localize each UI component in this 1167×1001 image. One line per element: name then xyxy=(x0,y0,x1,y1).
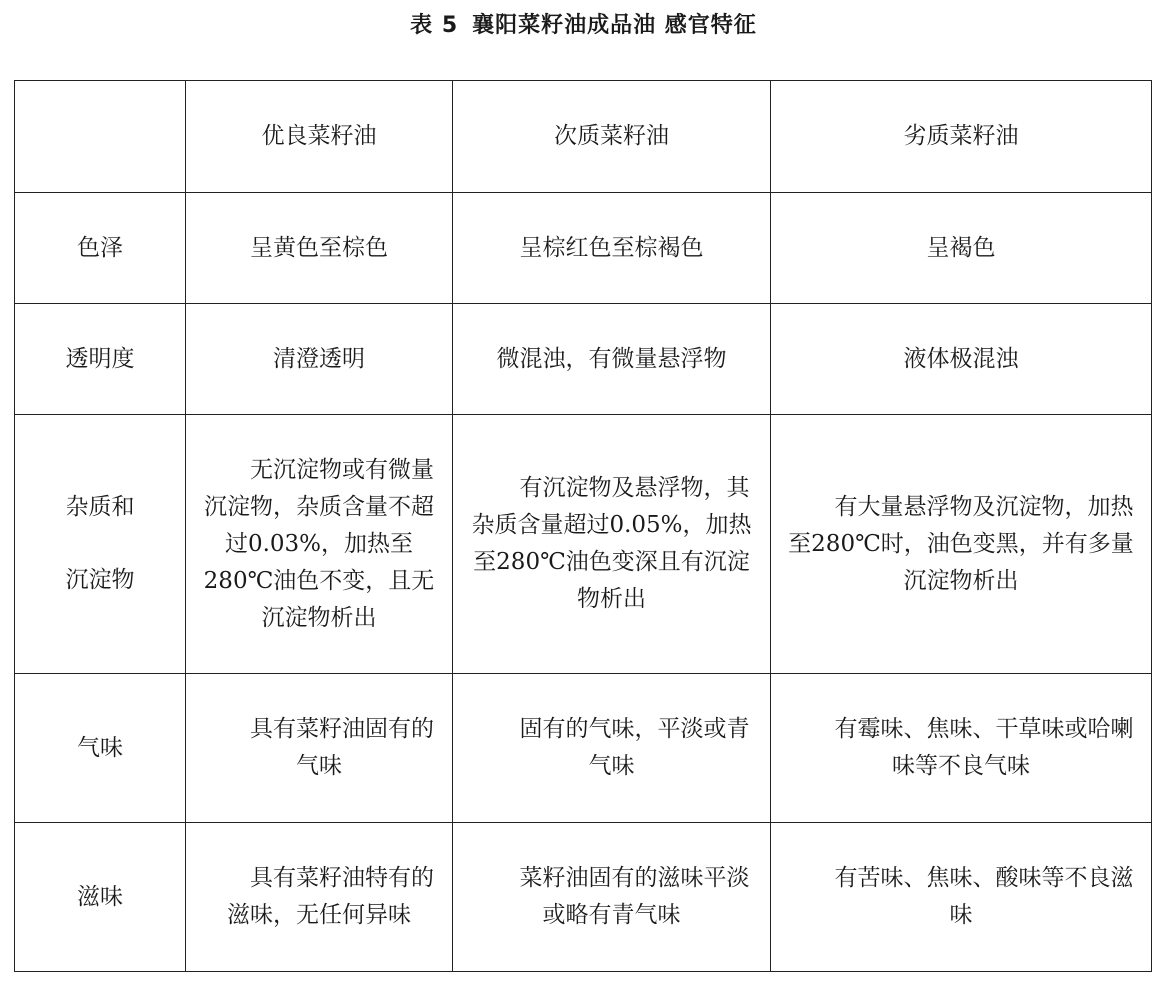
row-label-line: 透明度 xyxy=(65,345,135,372)
header-cell-good: 优良菜籽油 xyxy=(186,81,453,193)
cell-clarity-inferior: 微混浊，有微量悬浮物 xyxy=(453,304,771,415)
row-label-odor xyxy=(15,674,186,823)
header-row xyxy=(15,81,1152,193)
sensory-characteristics-table xyxy=(14,80,1152,972)
cell-impurity-good: 无沉淀物或有微量沉淀物，杂质含量不超过0.03%，加热至280℃油色不变，且无沉淀物析出 xyxy=(186,415,453,674)
table-row xyxy=(15,823,1152,972)
cell-color-inferior: 呈棕红色至棕褐色 xyxy=(453,193,771,304)
cell-impurity-inferior: 有沉淀物及悬浮物，其杂质含量超过0.05%，加热至280℃油色变深且有沉淀物析出 xyxy=(453,415,771,674)
row-label-taste xyxy=(15,823,186,972)
header-cell-poor: 劣质菜籽油 xyxy=(771,81,1152,193)
row-label-impurity xyxy=(15,415,186,674)
row-label-line: 气味 xyxy=(77,734,123,761)
table-row xyxy=(15,415,1152,674)
table-title: 襄阳菜籽油成品油 感官特征 xyxy=(472,13,757,38)
row-label-line: 色泽 xyxy=(77,234,123,261)
table-number: 表 5 xyxy=(410,13,459,38)
cell-color-good: 呈黄色至棕色 xyxy=(186,193,453,304)
cell-taste-good: 具有菜籽油特有的滋味，无任何异味 xyxy=(186,823,453,972)
header-cell-inferior: 次质菜籽油 xyxy=(453,81,771,193)
cell-taste-inferior: 菜籽油固有的滋味平淡或略有青气味 xyxy=(453,823,771,972)
row-label-color xyxy=(15,193,186,304)
cell-color-poor: 呈褐色 xyxy=(771,193,1152,304)
cell-impurity-poor: 有大量悬浮物及沉淀物，加热至280℃时，油色变黑，并有多量沉淀物析出 xyxy=(771,415,1152,674)
cell-odor-inferior: 固有的气味，平淡或青气味 xyxy=(453,674,771,823)
cell-clarity-good: 清澄透明 xyxy=(186,304,453,415)
table-row xyxy=(15,674,1152,823)
cell-odor-good: 具有菜籽油固有的气味 xyxy=(186,674,453,823)
cell-clarity-poor: 液体极混浊 xyxy=(771,304,1152,415)
row-label-line: 杂质和 xyxy=(65,494,135,520)
row-label-line: 沉淀物 xyxy=(65,567,135,593)
table-row xyxy=(15,193,1152,304)
cell-taste-poor: 有苦味、焦味、酸味等不良滋味 xyxy=(771,823,1152,972)
table-row xyxy=(15,304,1152,415)
header-cell-corner xyxy=(15,81,186,193)
cell-odor-poor: 有霉味、焦味、干草味或哈喇味等不良气味 xyxy=(771,674,1152,823)
row-label-clarity xyxy=(15,304,186,415)
row-label-line: 滋味 xyxy=(77,883,123,910)
table-caption xyxy=(0,8,1167,44)
